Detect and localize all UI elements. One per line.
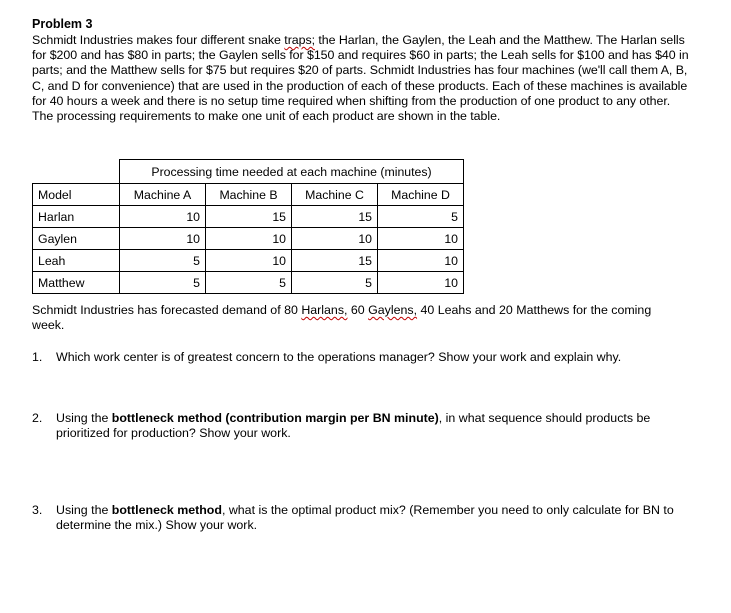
question-emphasis: bottleneck method (contribution margin per BN minute) — [111, 411, 439, 425]
cell-machine-b: 10 — [206, 250, 292, 272]
cell-machine-c: 15 — [292, 250, 378, 272]
spellcheck-gaylens: Gaylens, — [368, 303, 418, 317]
question-text-after: , in what sequence should products be prioritized for production? Show your work. — [56, 411, 651, 441]
question-text — [56, 411, 681, 441]
question-number: 3. — [32, 503, 43, 517]
cell-machine-d: 10 — [378, 250, 464, 272]
cell-machine-b: 5 — [206, 272, 292, 294]
table-row — [33, 272, 464, 294]
processing-time-table — [32, 159, 464, 294]
table-group-header: Processing time needed at each machine (minutes) — [120, 160, 464, 184]
cell-machine-a: 5 — [120, 250, 206, 272]
question-emphasis: bottleneck method — [111, 503, 222, 517]
question-text-before: Using the — [56, 411, 112, 425]
table-corner-cell — [33, 160, 120, 184]
question-text-after: , what is the optimal product mix? (Remember you need to only calculate for BN to determine the mix.) Show your work. — [56, 503, 674, 533]
column-header-model: Model — [33, 184, 120, 206]
column-header-machine-c: Machine C — [292, 184, 378, 206]
row-model: Matthew — [33, 272, 120, 294]
cell-machine-a: 5 — [120, 272, 206, 294]
cell-machine-a: 10 — [120, 206, 206, 228]
table-row — [33, 228, 464, 250]
table-row — [33, 250, 464, 272]
row-model: Harlan — [33, 206, 120, 228]
cell-machine-c: 5 — [292, 272, 378, 294]
cell-machine-c: 15 — [292, 206, 378, 228]
question-number: 2. — [32, 411, 43, 425]
row-model: Leah — [33, 250, 120, 272]
cell-machine-b: 10 — [206, 228, 292, 250]
cell-machine-d: 10 — [378, 272, 464, 294]
demand-text-3: 40 Leahs and 20 Matthews for the coming week. — [32, 303, 652, 333]
question-text — [56, 503, 681, 533]
spellcheck-harlans: Harlans, — [301, 303, 348, 317]
problem-title: Problem 3 — [32, 17, 93, 31]
column-header-machine-b: Machine B — [206, 184, 292, 206]
column-header-machine-a: Machine A — [120, 184, 206, 206]
demand-text-1: Schmidt Industries has forecasted demand of 80 — [32, 303, 302, 317]
demand-text-2: 60 — [347, 303, 369, 317]
cell-machine-c: 10 — [292, 228, 378, 250]
demand-paragraph — [32, 303, 672, 333]
problem-intro — [32, 33, 692, 124]
intro-text-1: Schmidt Industries makes four different snake — [32, 33, 285, 47]
cell-machine-d: 5 — [378, 206, 464, 228]
row-model: Gaylen — [33, 228, 120, 250]
intro-text-2: the Harlan, the Gaylen, the Leah and the Matthew. The Harlan sells for $200 and has $80 in parts; the Gaylen sells for $150 and requires $60 in parts; the Leah sells for $100 and has $40 in parts; and the Matthew sells for $75 but requires $20 of parts. Schmidt Industries has four machines (we'll call them A, B, C, and D for convenience) that are used in the production of each of these products. Each of these machines is available for 40 hours a week and there is no setup time required when shifting from the production of one product to any other. The processing requirements to make one unit of each product are shown in the table. — [32, 33, 689, 124]
question-text: Which work center is of greatest concern to the operations manager? Show your work and explain why. — [56, 350, 622, 364]
spellcheck-traps: traps; — [284, 33, 315, 47]
column-header-machine-d: Machine D — [378, 184, 464, 206]
cell-machine-d: 10 — [378, 228, 464, 250]
question-text-before: Using the — [56, 503, 112, 517]
table-row — [33, 206, 464, 228]
cell-machine-b: 15 — [206, 206, 292, 228]
cell-machine-a: 10 — [120, 228, 206, 250]
question-number: 1. — [32, 350, 43, 364]
